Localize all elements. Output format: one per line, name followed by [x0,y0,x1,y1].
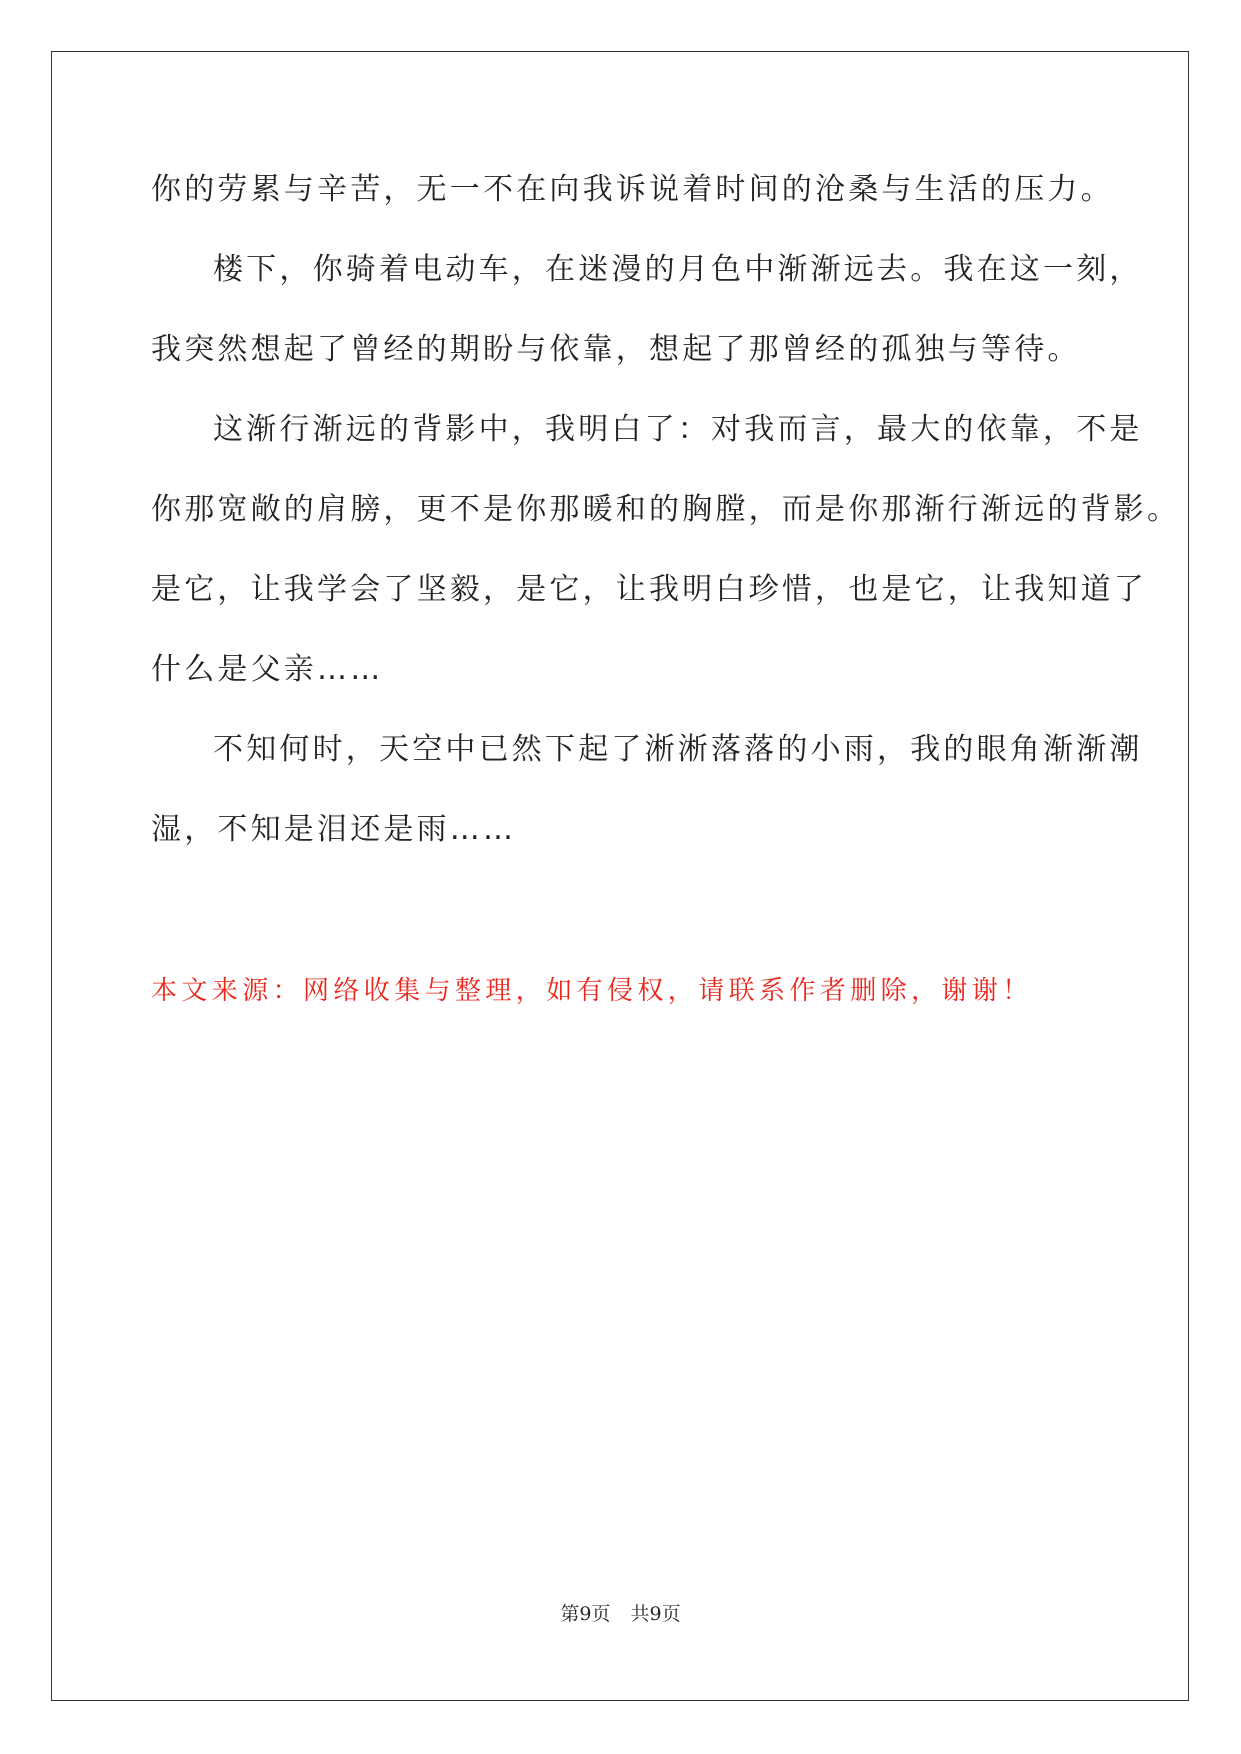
paragraph-line-2: 楼下，你骑着电动车，在迷漫的月色中渐渐远去。我在这一刻， [213,252,1143,287]
page-border [51,51,1189,1701]
paragraph-line-4: 这渐行渐远的背影中，我明白了：对我而言，最大的依靠，不是 [213,412,1143,447]
paragraph-line-5: 你那宽敞的肩膀，更不是你那暖和的胸膛，而是你那渐行渐远的背影。 [151,492,1181,527]
paragraph-line-9: 湿，不知是泪还是雨…… [151,812,517,847]
paragraph-line-3: 我突然想起了曾经的期盼与依靠，想起了那曾经的孤独与等待。 [151,332,1081,367]
page-footer [0,1602,1241,1626]
paragraph-line-7: 什么是父亲…… [151,652,384,687]
source-note: 本文来源：网络收集与整理，如有侵权，请联系作者删除，谢谢！ [151,976,1033,1006]
page-number-current: 第9页 [560,1603,611,1625]
paragraph-line-1: 你的劳累与辛苦，无一不在向我诉说着时间的沧桑与生活的压力。 [151,172,1114,207]
paragraph-line-6: 是它，让我学会了坚毅，是它，让我明白珍惜，也是它，让我知道了 [151,572,1147,607]
paragraph-line-8: 不知何时，天空中已然下起了淅淅落落的小雨，我的眼角渐渐潮 [213,732,1143,767]
page-number-total: 共9页 [630,1603,681,1625]
